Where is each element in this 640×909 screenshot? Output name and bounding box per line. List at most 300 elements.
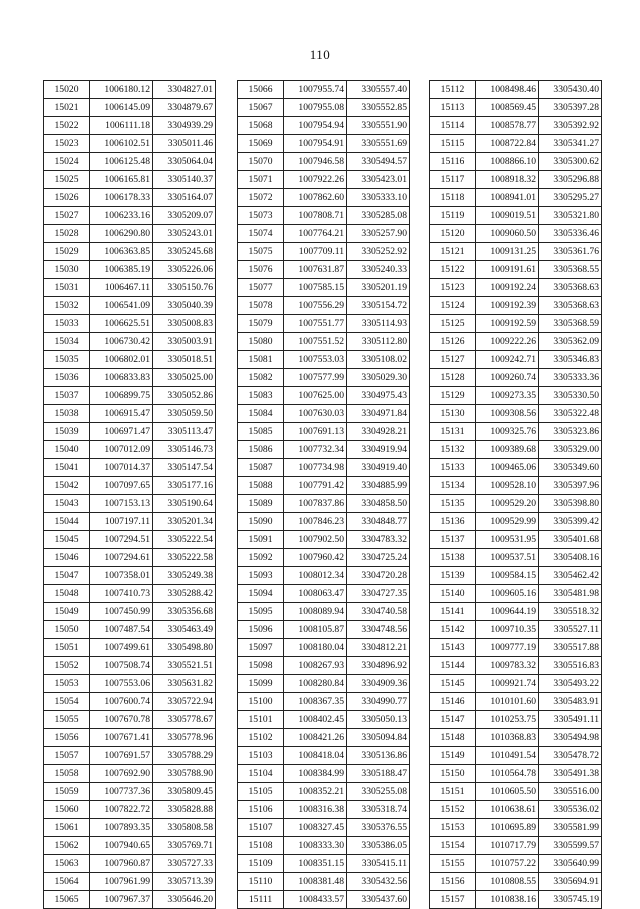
x-coordinate-cell: 1008267.93	[284, 657, 347, 675]
table-row	[430, 279, 602, 297]
point-id-cell: 15083	[238, 387, 284, 405]
x-coordinate-cell: 1007153.13	[90, 495, 153, 513]
point-id-cell: 15130	[430, 405, 476, 423]
y-coordinate-cell: 3305094.84	[347, 729, 410, 747]
y-coordinate-cell: 3305240.33	[347, 261, 410, 279]
table-row	[430, 297, 602, 315]
point-id-cell: 15021	[44, 99, 90, 117]
point-id-cell: 15096	[238, 621, 284, 639]
table-row	[44, 603, 216, 621]
point-id-cell: 15091	[238, 531, 284, 549]
point-id-cell: 15074	[238, 225, 284, 243]
point-id-cell: 15149	[430, 747, 476, 765]
y-coordinate-cell: 3305463.49	[153, 621, 216, 639]
point-id-cell: 15144	[430, 657, 476, 675]
y-coordinate-cell: 3304990.77	[347, 693, 410, 711]
point-id-cell: 15106	[238, 801, 284, 819]
x-coordinate-cell: 1006915.47	[90, 405, 153, 423]
point-id-cell: 15068	[238, 117, 284, 135]
point-id-cell: 15146	[430, 693, 476, 711]
point-id-cell: 15063	[44, 855, 90, 873]
x-coordinate-cell: 1006145.09	[90, 99, 153, 117]
y-coordinate-cell: 3305527.11	[539, 621, 602, 639]
table-row	[430, 153, 602, 171]
table-row	[430, 495, 602, 513]
table-row	[430, 819, 602, 837]
y-coordinate-cell: 3305003.91	[153, 333, 216, 351]
y-coordinate-cell: 3305437.60	[347, 891, 410, 909]
table-row	[44, 153, 216, 171]
y-coordinate-cell: 3305322.48	[539, 405, 602, 423]
x-coordinate-cell: 1007630.03	[284, 405, 347, 423]
point-id-cell: 15025	[44, 171, 90, 189]
table-row	[430, 225, 602, 243]
table-row	[238, 135, 410, 153]
y-coordinate-cell: 3305136.86	[347, 747, 410, 765]
x-coordinate-cell: 1007012.09	[90, 441, 153, 459]
table-row	[44, 207, 216, 225]
table-row	[430, 387, 602, 405]
table-row	[238, 819, 410, 837]
y-coordinate-cell: 3305727.33	[153, 855, 216, 873]
table-row	[430, 549, 602, 567]
x-coordinate-cell: 1007967.37	[90, 891, 153, 909]
table-row	[44, 585, 216, 603]
y-coordinate-cell: 3305551.69	[347, 135, 410, 153]
y-coordinate-cell: 3304885.99	[347, 477, 410, 495]
y-coordinate-cell: 3305408.16	[539, 549, 602, 567]
y-coordinate-cell: 3305386.05	[347, 837, 410, 855]
point-id-cell: 15138	[430, 549, 476, 567]
x-coordinate-cell: 1010838.16	[476, 891, 539, 909]
x-coordinate-cell: 1008866.10	[476, 153, 539, 171]
y-coordinate-cell: 3305336.46	[539, 225, 602, 243]
table-row	[44, 189, 216, 207]
table-row	[430, 657, 602, 675]
x-coordinate-cell: 1008089.94	[284, 603, 347, 621]
x-coordinate-cell: 1006541.09	[90, 297, 153, 315]
table-row	[430, 855, 602, 873]
y-coordinate-cell: 3304727.35	[347, 585, 410, 603]
y-coordinate-cell: 3305646.20	[153, 891, 216, 909]
table-row	[44, 495, 216, 513]
table-row	[44, 333, 216, 351]
table-row	[430, 189, 602, 207]
point-id-cell: 15042	[44, 477, 90, 495]
x-coordinate-cell: 1007954.91	[284, 135, 347, 153]
y-coordinate-cell: 3305432.56	[347, 873, 410, 891]
table-row	[44, 243, 216, 261]
point-id-cell: 15134	[430, 477, 476, 495]
table-row	[44, 387, 216, 405]
table-row	[238, 765, 410, 783]
point-id-cell: 15103	[238, 747, 284, 765]
point-id-cell: 15062	[44, 837, 90, 855]
x-coordinate-cell: 1007692.90	[90, 765, 153, 783]
y-coordinate-cell: 3305201.34	[153, 513, 216, 531]
table-row	[430, 747, 602, 765]
point-id-cell: 15090	[238, 513, 284, 531]
table-row	[430, 405, 602, 423]
table-row	[44, 315, 216, 333]
table-row	[238, 81, 410, 99]
y-coordinate-cell: 3305368.59	[539, 315, 602, 333]
x-coordinate-cell: 1008063.47	[284, 585, 347, 603]
y-coordinate-cell: 3305368.63	[539, 279, 602, 297]
point-id-cell: 15077	[238, 279, 284, 297]
y-coordinate-cell: 3305462.42	[539, 567, 602, 585]
x-coordinate-cell: 1007670.78	[90, 711, 153, 729]
y-coordinate-cell: 3305361.76	[539, 243, 602, 261]
table-row	[238, 693, 410, 711]
point-id-cell: 15155	[430, 855, 476, 873]
point-id-cell: 15038	[44, 405, 90, 423]
point-id-cell: 15098	[238, 657, 284, 675]
x-coordinate-cell: 1007961.99	[90, 873, 153, 891]
point-id-cell: 15122	[430, 261, 476, 279]
y-coordinate-cell: 3305694.91	[539, 873, 602, 891]
table-row	[430, 513, 602, 531]
x-coordinate-cell: 1006363.85	[90, 243, 153, 261]
y-coordinate-cell: 3304896.92	[347, 657, 410, 675]
point-id-cell: 15131	[430, 423, 476, 441]
point-id-cell: 15108	[238, 837, 284, 855]
point-id-cell: 15035	[44, 351, 90, 369]
y-coordinate-cell: 3305808.58	[153, 819, 216, 837]
y-coordinate-cell: 3305478.72	[539, 747, 602, 765]
point-id-cell: 15112	[430, 81, 476, 99]
x-coordinate-cell: 1007808.71	[284, 207, 347, 225]
point-id-cell: 15029	[44, 243, 90, 261]
x-coordinate-cell: 1007631.87	[284, 261, 347, 279]
point-id-cell: 15055	[44, 711, 90, 729]
point-id-cell: 15066	[238, 81, 284, 99]
x-coordinate-cell: 1009529.20	[476, 495, 539, 513]
y-coordinate-cell: 3305300.62	[539, 153, 602, 171]
y-coordinate-cell: 3305518.32	[539, 603, 602, 621]
table-row	[44, 891, 216, 909]
x-coordinate-cell: 1007691.57	[90, 747, 153, 765]
table-row	[238, 567, 410, 585]
point-id-cell: 15076	[238, 261, 284, 279]
table-row	[238, 495, 410, 513]
point-id-cell: 15044	[44, 513, 90, 531]
y-coordinate-cell: 3305398.80	[539, 495, 602, 513]
point-id-cell: 15104	[238, 765, 284, 783]
y-coordinate-cell: 3305557.40	[347, 81, 410, 99]
y-coordinate-cell: 3305481.98	[539, 585, 602, 603]
table-row	[238, 405, 410, 423]
y-coordinate-cell: 3305255.08	[347, 783, 410, 801]
point-id-cell: 15086	[238, 441, 284, 459]
y-coordinate-cell: 3304919.94	[347, 441, 410, 459]
y-coordinate-cell: 3305722.94	[153, 693, 216, 711]
y-coordinate-cell: 3305397.96	[539, 477, 602, 495]
y-coordinate-cell: 3305493.22	[539, 675, 602, 693]
x-coordinate-cell: 1007922.26	[284, 171, 347, 189]
table-row	[44, 261, 216, 279]
y-coordinate-cell: 3304725.24	[347, 549, 410, 567]
point-id-cell: 15156	[430, 873, 476, 891]
point-id-cell: 15116	[430, 153, 476, 171]
table-row	[44, 99, 216, 117]
table-row	[44, 747, 216, 765]
y-coordinate-cell: 3305296.88	[539, 171, 602, 189]
table-row	[238, 153, 410, 171]
y-coordinate-cell: 3305536.02	[539, 801, 602, 819]
x-coordinate-cell: 1008918.32	[476, 171, 539, 189]
point-id-cell: 15114	[430, 117, 476, 135]
point-id-cell: 15151	[430, 783, 476, 801]
x-coordinate-cell: 1006467.11	[90, 279, 153, 297]
table-row	[238, 441, 410, 459]
y-coordinate-cell: 3305494.98	[539, 729, 602, 747]
point-id-cell: 15093	[238, 567, 284, 585]
x-coordinate-cell: 1008333.30	[284, 837, 347, 855]
table-row	[430, 441, 602, 459]
y-coordinate-cell: 3305201.19	[347, 279, 410, 297]
x-coordinate-cell: 1006802.01	[90, 351, 153, 369]
y-coordinate-cell: 3305222.58	[153, 549, 216, 567]
table-row	[430, 135, 602, 153]
table-row	[44, 441, 216, 459]
point-id-cell: 15034	[44, 333, 90, 351]
table-row	[238, 747, 410, 765]
y-coordinate-cell: 3305491.11	[539, 711, 602, 729]
point-id-cell: 15050	[44, 621, 90, 639]
x-coordinate-cell: 1009777.19	[476, 639, 539, 657]
y-coordinate-cell: 3305599.57	[539, 837, 602, 855]
table-row	[430, 207, 602, 225]
table-row	[238, 711, 410, 729]
table-row	[238, 603, 410, 621]
y-coordinate-cell: 3305040.39	[153, 297, 216, 315]
point-id-cell: 15039	[44, 423, 90, 441]
x-coordinate-cell: 1009531.95	[476, 531, 539, 549]
table-row	[430, 675, 602, 693]
x-coordinate-cell: 1008421.26	[284, 729, 347, 747]
y-coordinate-cell: 3304919.40	[347, 459, 410, 477]
table-row	[238, 315, 410, 333]
x-coordinate-cell: 1008316.38	[284, 801, 347, 819]
point-id-cell: 15135	[430, 495, 476, 513]
x-coordinate-cell: 1008433.57	[284, 891, 347, 909]
point-id-cell: 15023	[44, 135, 90, 153]
x-coordinate-cell: 1006180.12	[90, 81, 153, 99]
point-id-cell: 15081	[238, 351, 284, 369]
y-coordinate-cell: 3305329.00	[539, 441, 602, 459]
table-row	[44, 801, 216, 819]
point-id-cell: 15072	[238, 189, 284, 207]
x-coordinate-cell: 1007197.11	[90, 513, 153, 531]
table-row	[44, 783, 216, 801]
y-coordinate-cell: 3305392.92	[539, 117, 602, 135]
table-row	[44, 639, 216, 657]
y-coordinate-cell: 3305011.46	[153, 135, 216, 153]
y-coordinate-cell: 3305249.38	[153, 567, 216, 585]
point-id-cell: 15056	[44, 729, 90, 747]
point-id-cell: 15119	[430, 207, 476, 225]
x-coordinate-cell: 1007954.94	[284, 117, 347, 135]
point-id-cell: 15142	[430, 621, 476, 639]
point-id-cell: 15132	[430, 441, 476, 459]
y-coordinate-cell: 3305112.80	[347, 333, 410, 351]
x-coordinate-cell: 1007734.98	[284, 459, 347, 477]
table-row	[238, 513, 410, 531]
y-coordinate-cell: 3305052.86	[153, 387, 216, 405]
x-coordinate-cell: 1007410.73	[90, 585, 153, 603]
y-coordinate-cell: 3305516.00	[539, 783, 602, 801]
table-row	[44, 477, 216, 495]
x-coordinate-cell: 1010564.78	[476, 765, 539, 783]
x-coordinate-cell: 1007358.01	[90, 567, 153, 585]
x-coordinate-cell: 1007450.99	[90, 603, 153, 621]
table-row	[430, 459, 602, 477]
point-id-cell: 15109	[238, 855, 284, 873]
table-row	[238, 531, 410, 549]
y-coordinate-cell: 3305778.96	[153, 729, 216, 747]
x-coordinate-cell: 1006111.18	[90, 117, 153, 135]
y-coordinate-cell: 3305333.10	[347, 189, 410, 207]
x-coordinate-cell: 1009242.71	[476, 351, 539, 369]
y-coordinate-cell: 3305285.08	[347, 207, 410, 225]
table-row	[430, 567, 602, 585]
x-coordinate-cell: 1007837.86	[284, 495, 347, 513]
x-coordinate-cell: 1009605.16	[476, 585, 539, 603]
x-coordinate-cell: 1007487.54	[90, 621, 153, 639]
table-row	[44, 711, 216, 729]
y-coordinate-cell: 3305164.07	[153, 189, 216, 207]
point-id-cell: 15127	[430, 351, 476, 369]
table-row	[238, 99, 410, 117]
x-coordinate-cell: 1009260.74	[476, 369, 539, 387]
table-row	[44, 765, 216, 783]
x-coordinate-cell: 1007709.11	[284, 243, 347, 261]
x-coordinate-cell: 1007737.36	[90, 783, 153, 801]
table-row	[430, 711, 602, 729]
point-id-cell: 15067	[238, 99, 284, 117]
x-coordinate-cell: 1009325.76	[476, 423, 539, 441]
point-id-cell: 15028	[44, 225, 90, 243]
y-coordinate-cell: 3304858.50	[347, 495, 410, 513]
point-id-cell: 15046	[44, 549, 90, 567]
x-coordinate-cell: 1007960.42	[284, 549, 347, 567]
y-coordinate-cell: 3305551.90	[347, 117, 410, 135]
point-id-cell: 15102	[238, 729, 284, 747]
x-coordinate-cell: 1007294.51	[90, 531, 153, 549]
table-row	[430, 423, 602, 441]
y-coordinate-cell: 3304975.43	[347, 387, 410, 405]
x-coordinate-cell: 1007846.23	[284, 513, 347, 531]
point-id-cell: 15054	[44, 693, 90, 711]
y-coordinate-cell: 3305323.86	[539, 423, 602, 441]
y-coordinate-cell: 3305745.19	[539, 891, 602, 909]
point-id-cell: 15124	[430, 297, 476, 315]
x-coordinate-cell: 1008384.99	[284, 765, 347, 783]
x-coordinate-cell: 1006730.42	[90, 333, 153, 351]
point-id-cell: 15080	[238, 333, 284, 351]
point-id-cell: 15032	[44, 297, 90, 315]
x-coordinate-cell: 1007551.77	[284, 315, 347, 333]
x-coordinate-cell: 1009389.68	[476, 441, 539, 459]
point-id-cell: 15157	[430, 891, 476, 909]
y-coordinate-cell: 3305640.99	[539, 855, 602, 873]
x-coordinate-cell: 1008012.34	[284, 567, 347, 585]
point-id-cell: 15100	[238, 693, 284, 711]
y-coordinate-cell: 3305809.45	[153, 783, 216, 801]
table-row	[430, 369, 602, 387]
y-coordinate-cell: 3305252.92	[347, 243, 410, 261]
y-coordinate-cell: 3305423.01	[347, 171, 410, 189]
point-id-cell: 15022	[44, 117, 90, 135]
y-coordinate-cell: 3305581.99	[539, 819, 602, 837]
y-coordinate-cell: 3304939.29	[153, 117, 216, 135]
table-row	[238, 243, 410, 261]
x-coordinate-cell: 1007551.52	[284, 333, 347, 351]
point-id-cell: 15051	[44, 639, 90, 657]
point-id-cell: 15069	[238, 135, 284, 153]
table-row	[44, 171, 216, 189]
x-coordinate-cell: 1009222.26	[476, 333, 539, 351]
y-coordinate-cell: 3305146.73	[153, 441, 216, 459]
point-id-cell: 15113	[430, 99, 476, 117]
table-row	[238, 783, 410, 801]
x-coordinate-cell: 1007625.00	[284, 387, 347, 405]
y-coordinate-cell: 3305018.51	[153, 351, 216, 369]
coordinate-table-1	[43, 80, 216, 909]
x-coordinate-cell: 1007946.58	[284, 153, 347, 171]
table-row	[238, 207, 410, 225]
y-coordinate-cell: 3305243.01	[153, 225, 216, 243]
x-coordinate-cell: 1007691.13	[284, 423, 347, 441]
x-coordinate-cell: 1009529.99	[476, 513, 539, 531]
table-row	[238, 171, 410, 189]
x-coordinate-cell: 1010808.55	[476, 873, 539, 891]
y-coordinate-cell: 3304879.67	[153, 99, 216, 117]
point-id-cell: 15065	[44, 891, 90, 909]
table-row	[238, 639, 410, 657]
table-row	[44, 81, 216, 99]
point-id-cell: 15145	[430, 675, 476, 693]
x-coordinate-cell: 1006102.51	[90, 135, 153, 153]
point-id-cell: 15105	[238, 783, 284, 801]
table-row	[430, 801, 602, 819]
table-row	[238, 189, 410, 207]
table-row	[238, 657, 410, 675]
point-id-cell: 15060	[44, 801, 90, 819]
point-id-cell: 15099	[238, 675, 284, 693]
y-coordinate-cell: 3305113.47	[153, 423, 216, 441]
x-coordinate-cell: 1009192.39	[476, 297, 539, 315]
table-row	[44, 873, 216, 891]
table-row	[430, 891, 602, 909]
table-row	[430, 171, 602, 189]
y-coordinate-cell: 3305517.88	[539, 639, 602, 657]
point-id-cell: 15094	[238, 585, 284, 603]
x-coordinate-cell: 1009921.74	[476, 675, 539, 693]
table-row	[44, 117, 216, 135]
x-coordinate-cell: 1010605.50	[476, 783, 539, 801]
y-coordinate-cell: 3305330.50	[539, 387, 602, 405]
point-id-cell: 15030	[44, 261, 90, 279]
y-coordinate-cell: 3305516.83	[539, 657, 602, 675]
x-coordinate-cell: 1009783.32	[476, 657, 539, 675]
point-id-cell: 15079	[238, 315, 284, 333]
point-id-cell: 15143	[430, 639, 476, 657]
table-row	[44, 513, 216, 531]
x-coordinate-cell: 1007600.74	[90, 693, 153, 711]
y-coordinate-cell: 3305050.13	[347, 711, 410, 729]
